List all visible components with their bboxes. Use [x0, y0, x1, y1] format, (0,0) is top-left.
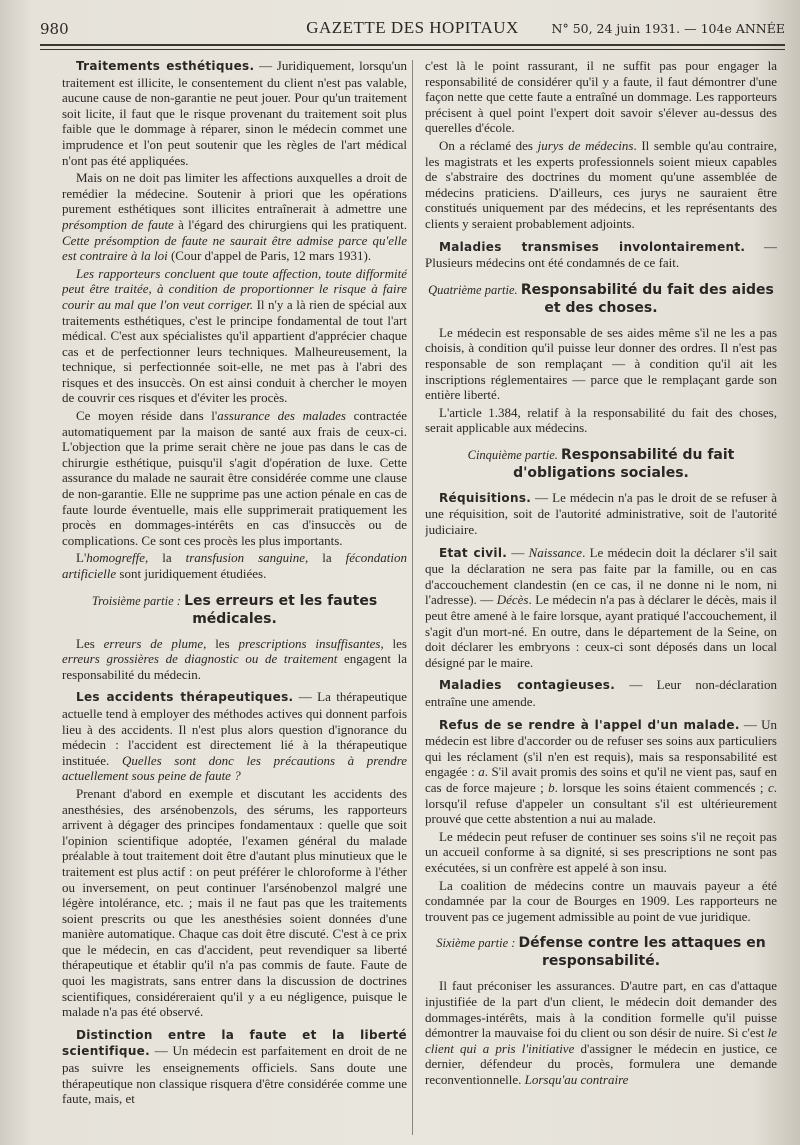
section-heading: Etat civil.: [439, 545, 508, 560]
paragraph: On a réclamé des jurys de médecins. Il semble qu'au contraire, les magistrats et les experts professionnels soient mieux capables de s'abstraire des doctrines du moment qu'une assemblée de médecins praticiens. D'ailleurs, ces jurys ne sauraient être constitués uniquement par des médecins, et les représentants des clients y seraient probablement adjoints.: [425, 137, 777, 231]
paragraph: Les erreurs de plume, les prescriptions insuffisantes, les erreurs grossières de diagnostic ou de traitement engagent la responsabilité du médecin.: [62, 635, 407, 682]
left-column: [62, 58, 407, 1138]
issue-info: N° 50, 24 juin 1931. — 104e ANNÉE: [551, 21, 785, 36]
section-heading: Les accidents thérapeutiques.: [76, 690, 294, 705]
paragraph: Ce moyen réside dans l'assurance des malades contractée automatiquement par la maison de santé aux frais de ceux-ci. L'objection que la prime serait chère ne joue pas dans le cas de chirurgie esthétique, puisqu'il s'agit d'opération de luxe. Cette assurance du malade ne saurait être considérée comme une clause de non-garantie. Elle ne supprime pas une action pénale en cas de faute lourde éventuelle, mais elle supprimerait pratiquement les procès en dommages-intérêts en cas d'insuccès ou de complications. Ce sont ces procès les plus importants.: [62, 408, 407, 548]
header-rule-thin: [40, 49, 785, 50]
page-number: 980: [40, 20, 69, 38]
part-heading: Sixième partie : Défense contre les attaques en responsabilité.: [436, 935, 766, 970]
paragraph: Les rapporteurs concluent que toute affection, toute difformité peut être traitée, à condition de proportionner le risque à faire courir au mal que l'on veut corriger. Il n'y a là rien de spécial aux traitements esthétiques, c'est le principe fondamental de tout l'art médical. C'est aux spécialistes qu'il appartient d'apprécier chaque cas et de perfectionner leurs techniques. Malheureusement, la technique, si perfectionnée soit-elle, ne met pas à l'abri des risques et des insuccès. On est ainsi conduit à chercher le moyen de couvrir ces risques et d'éviter les procès.: [62, 265, 407, 406]
section-heading: Maladies contagieuses.: [439, 678, 616, 693]
paragraph: Le médecin est responsable de ses aides même s'il ne les a pas choisis, à condition qu'il puisse leur donner des ordres. Il n'est pas responsable de son remplaçant — à condition qu'il ait les inscriptions réglementaires — parce que le remplaçant garde son entière liberté.: [425, 324, 777, 403]
paragraph: Etat civil. — Naissance. Le médecin doit la déclarer s'il sait que la déclaration ne sera pas faite par la famille, ou en cas d'accouchement clandestin (en ce cas, il ne donne ni le nom, ni l'adresse). — Décès. Le médecin n'a pas à déclarer le décès, mais il peut être amené à le faire lorsque, ayant pratiqué l'accouchement, il s'agit d'un mort-né. En outre, dans le département de la Seine, on doit déclarer les embryons : ceux-ci sont déposés dans un local désigné par le maire.: [425, 544, 777, 670]
paragraph: Maladies contagieuses. — Leur non-déclaration entraîne une amende.: [425, 677, 777, 709]
paragraph: Refus de se rendre à l'appel d'un malade. — Un médecin est libre d'accorder ou de refuser ses soins aux particuliers qui les réclament (s'il n'en est requis), mais sa responsabilité est engagée : a. S'il avait promis des soins et qu'il ne vient pas, sauf en cas de force majeure ; b. lorsque les soins étaient commencés ; c. lorsqu'il refuse d'appeler un consultant s'il est ultérieurement prouvé que cette abstention a nui au malade.: [425, 716, 777, 827]
right-column: [425, 58, 777, 1138]
paragraph: Maladies transmises involontairement. — Plusieurs médecins ont été condamnés de ce fait.: [425, 238, 777, 271]
paragraph: Les accidents thérapeutiques. — La thérapeutique actuelle tend à employer des méthodes actives qui donnent parfois lieu à des accidents. Il n'est plus alors question d'ignorance du médecin : l'accident est directement lié à la thérapeutique instituée. Quelles sont donc les précautions à prendre actuellement sous peine de faute ?: [62, 689, 407, 784]
journal-title: GAZETTE DES HOPITAUX: [306, 18, 519, 37]
section-heading: Réquisitions.: [439, 490, 532, 505]
paragraph: L'homogreffe, la transfusion sanguine, la fécondation artificielle sont juridiquement étudiées.: [62, 550, 407, 581]
paragraph: L'article 1.384, relatif à la responsabilité du fait des choses, serait applicable aux médecins.: [425, 404, 777, 436]
paragraph: Prenant d'abord en exemple et discutant les accidents des anesthésies, des arsénobenzols, des sérums, les rapporteurs arrivent à dégager des principes fondamentaux : quelle que soit l'opinion scientifique adoptée, l'examen général du malade préalable à tout traitement doit être d'autant plus minutieux que le traitement est plus actif : on peut préférer le chloroforme à l'éther ou inversement, on peut continuer l'arsénobenzol malgré une légère intolérance, etc. ; mais il ne faut pas que les traitements soient prescrits ou que les anesthésies soient données d'une manière automatique. Chaque cas doit être discuté. C'est à ce prix que le médecin, en cas d'accident, peut revendiquer sa liberté thérapeutique et établir qu'il n'a pas commis de faute. Faute de quoi les magistrats, sans entrer dans la discussion de doctrines scientifiques, considéreraient qu'il y a eu négligence, puisque le malade n'a pas été observé.: [62, 785, 407, 1020]
paragraph: c'est là le point rassurant, il ne suffit pas pour engager la responsabilité de considérer qu'il y a faute, il faut démontrer d'une façon nette que cette faute a entraîné un dommage. Les rapporteurs précisent à quel point l'expert doit savoir s'élever au-dessus des querelles d'école.: [425, 58, 777, 136]
paragraph: Il faut préconiser les assurances. D'autre part, en cas d'attaque injustifiée de la part d'un client, le médecin doit demander des dommages-intérêts, mais à la condition formelle qu'il puisse démontrer la mauvaise foi du client ou son désir de nuire. Si c'est le client qui a pris l'initiative d'assigner le médecin en justice, ce dernier, défendeur du procès, formulera une demande reconventionnelle. Lorsqu'au contraire: [425, 978, 777, 1087]
section-heading: Refus de se rendre à l'appel d'un malade.: [439, 717, 740, 732]
section-heading: Distinction entre la faute et la liberté scientifique.: [62, 1027, 407, 1059]
section-heading: Maladies transmises involontairement.: [439, 239, 746, 254]
paragraph: Le médecin peut refuser de continuer ses soins s'il ne reçoit pas un accueil conforme à sa dignité, si ses prescriptions ne sont pas exécutées, si un confrère est appelé à son insu.: [425, 828, 777, 875]
paragraph: La coalition de médecins contre un mauvais payeur a été condamnée par la cour de Bourges en 1909. Les rapporteurs ne trouvent pas ce jugement admissible au point de vue juridique.: [425, 877, 777, 924]
paragraph: Mais on ne doit pas limiter les affections auxquelles a droit de remédier la médecine. Soutenir à priori que les opérations purement esthétiques sont illicites entraînerait à admettre une présomption de faute à l'égard des chirurgiens qui les pratiquent. Cette présomption de faute ne saurait être admise parce qu'elle est contraire à la loi (Cour d'appel de Paris, 12 mars 1931).: [62, 170, 407, 264]
paragraph: Réquisitions. — Le médecin n'a pas le droit de se refuser à une réquisition, soit de l'autorité administrative, soit de l'autorité judiciaire.: [425, 489, 777, 538]
section-heading: Traitements esthétiques.: [76, 59, 255, 73]
part-heading: Troisième partie : Les erreurs et les fautes médicales.: [91, 592, 378, 627]
paragraph: Traitements esthétiques. — Juridiquement, lorsqu'un traitement est illicite, le consentement du client n'est pas valable, aucune cause de non-garantie ne peut jouer. Pour qu'un traitement soit licite, il faut que le risque provenant du traitement soit plus faible que le dommage à réparer, sinon le médecin commet une imprudence et l'on peut soutenir que les règles de l'art médical n'ont pas été appliquées.: [62, 58, 407, 168]
paragraph: Distinction entre la faute et la liberté scientifique. — Un médecin est parfaitement en droit de ne pas suivre les enseignements officiels. Sans doute une thérapeutique non classique risquera d'être considérée comme une faute, mais, et: [62, 1027, 407, 1107]
part-heading: Cinquième partie. Responsabilité du fait d'obligations sociales.: [467, 446, 735, 481]
header-rule-thick: [40, 44, 785, 46]
column-divider: [412, 60, 413, 1135]
part-heading: Quatrième partie. Responsabilité du fait des aides et des choses.: [428, 281, 774, 316]
